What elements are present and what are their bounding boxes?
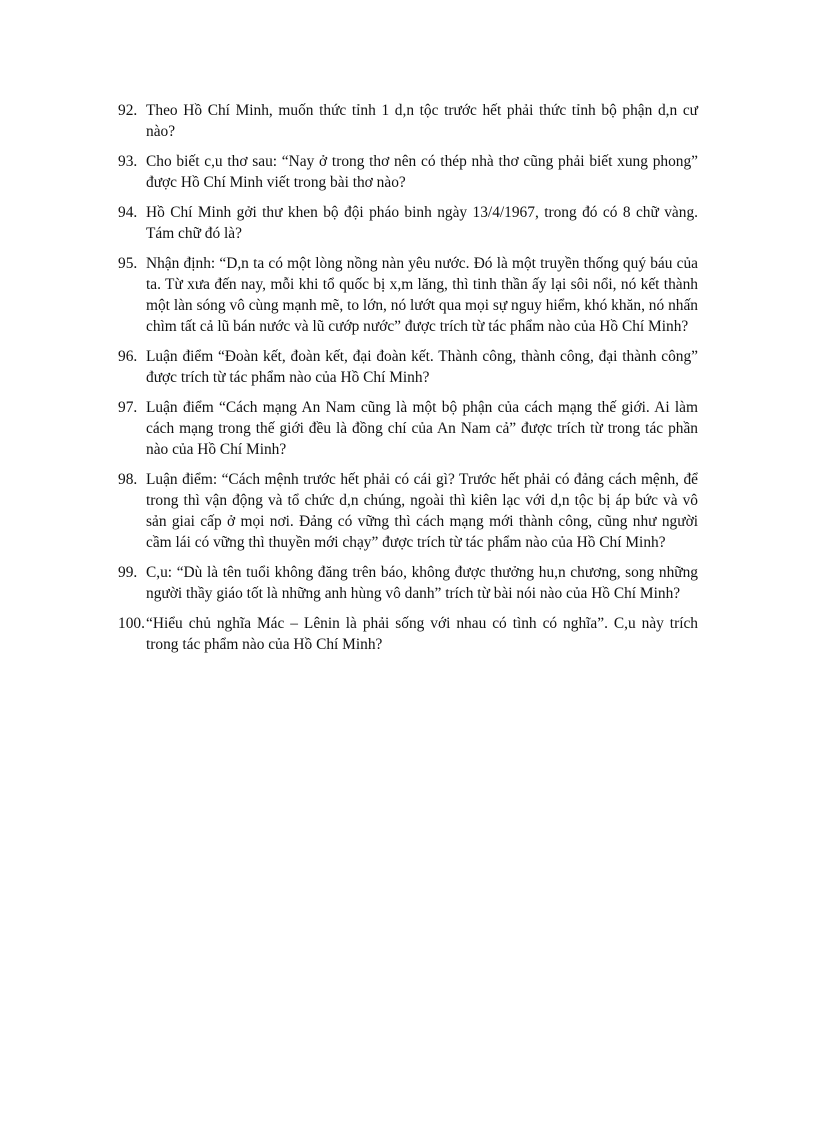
question-number: 97. <box>118 399 138 416</box>
question-item <box>118 100 698 142</box>
question-text: Cho biết c,u thơ sau: “Nay ở trong thơ nên có thép nhà thơ cũng phải biết xung phong” được Hồ Chí Minh viết trong bài thơ nào? <box>146 153 698 191</box>
question-text: Luận điểm “Cách mạng An Nam cũng là một bộ phận của cách mạng thế giới. Ai làm cách mạng trong thế giới đều là đồng chí của An Nam cả” được trích từ trong tác phần nào của Hồ Chí Minh? <box>146 399 698 458</box>
question-item <box>118 346 698 388</box>
question-number: 100. <box>118 615 145 632</box>
question-number: 95. <box>118 255 138 272</box>
question-number: 98. <box>118 471 138 488</box>
question-item <box>118 613 698 655</box>
question-text: Luận điểm: “Cách mệnh trước hết phải có cái gì? Trước hết phải có đảng cách mệnh, để trong thì vận động và tổ chức d,n chúng, ngoài thì kiên lạc với d,n tộc bị áp bức và vô sản giai cấp ở mọi nơi. Đảng có vững thì cách mạng mới thành công, cũng như người cầm lái có vững thì thuyền mới chạy” được trích từ tác phẩm nào của Hồ Chí Minh? <box>146 471 698 551</box>
question-number: 93. <box>118 153 138 170</box>
question-item <box>118 253 698 337</box>
question-text: C,u: “Dù là tên tuổi không đăng trên báo, không được thưởng hu,n chương, song những người thầy giáo tốt là những anh hùng vô danh” trích từ bài nói nào của Hồ Chí Minh? <box>146 564 698 602</box>
question-item <box>118 202 698 244</box>
question-number: 96. <box>118 348 138 365</box>
question-list <box>118 100 698 664</box>
question-text: Hồ Chí Minh gởi thư khen bộ đội pháo binh ngày 13/4/1967, trong đó có 8 chữ vàng. Tám chữ đó là? <box>146 204 698 242</box>
question-text: “Hiểu chủ nghĩa Mác – Lênin là phải sống với nhau có tình có nghĩa”. C,u này trích trong tác phẩm nào của Hồ Chí Minh? <box>146 615 698 653</box>
question-text: Theo Hồ Chí Minh, muốn thức tỉnh 1 d,n tộc trước hết phải thức tỉnh bộ phận d,n cư nào? <box>146 102 698 140</box>
question-text: Luận điểm “Đoàn kết, đoàn kết, đại đoàn kết. Thành công, thành công, đại thành công” được trích từ tác phẩm nào của Hồ Chí Minh? <box>146 348 698 386</box>
question-text: Nhận định: “D,n ta có một lòng nồng nàn yêu nước. Đó là một truyền thống quý báu của ta. Từ xưa đến nay, mỗi khi tổ quốc bị x,m lăng, thì tinh thần ấy lại sôi nổi, nó kết thành một làn sóng vô cùng mạnh mẽ, to lớn, nó lướt qua mọi sự nguy hiểm, khó khăn, nó nhấn chìm tất cả lũ bán nước và lũ cướp nước” được trích từ tác phẩm nào của Hồ Chí Minh? <box>146 255 698 335</box>
question-item <box>118 151 698 193</box>
question-number: 94. <box>118 204 138 221</box>
question-item <box>118 397 698 460</box>
question-item <box>118 469 698 553</box>
question-number: 99. <box>118 564 138 581</box>
question-number: 92. <box>118 102 138 119</box>
question-item <box>118 562 698 604</box>
